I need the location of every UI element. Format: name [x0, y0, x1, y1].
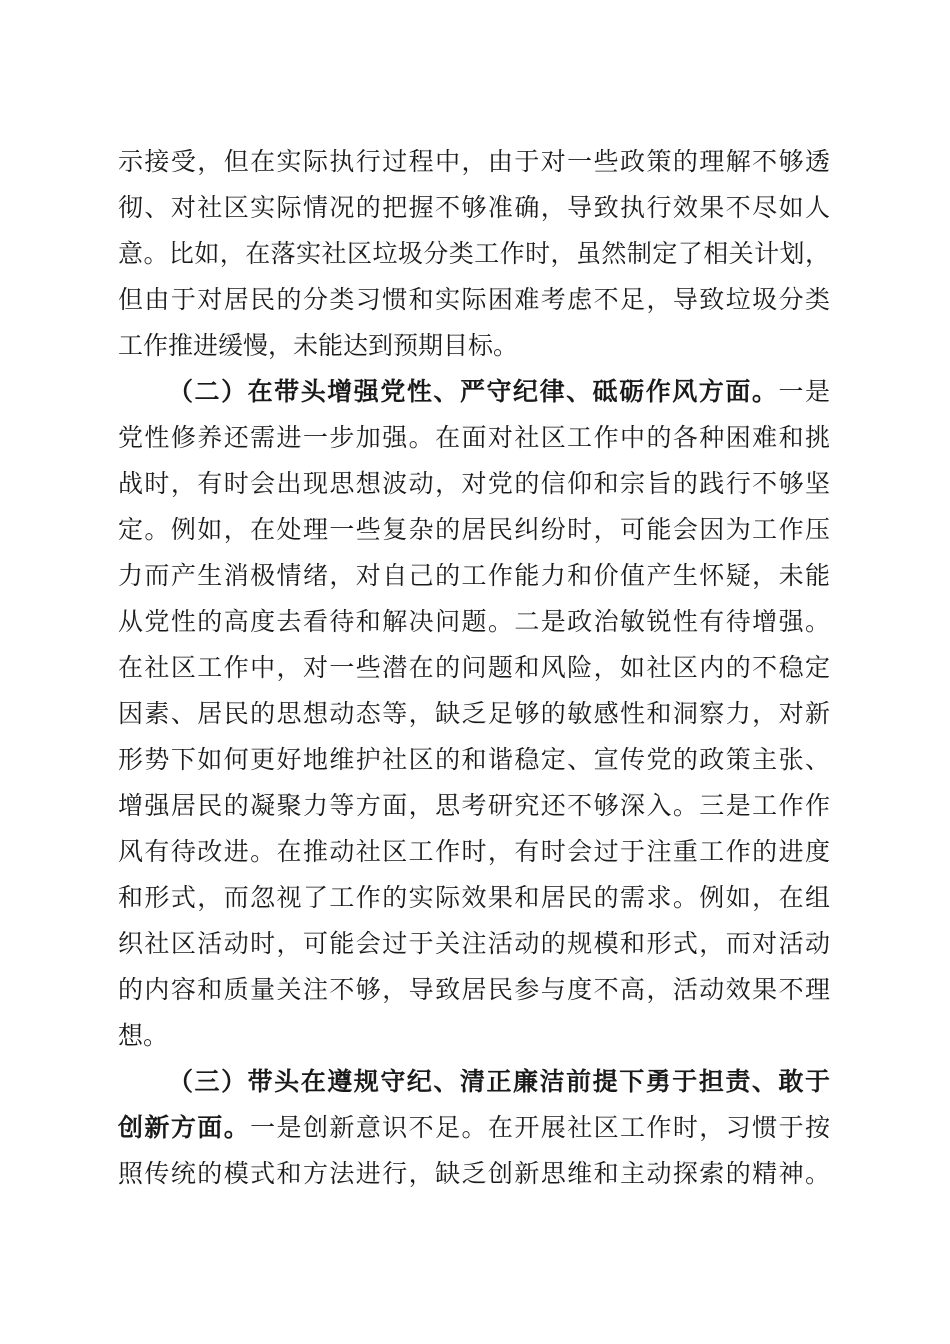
- text-line: 和形式，而忽视了工作的实际效果和居民的需求。例如，在组: [118, 883, 830, 912]
- section-heading: （二）在带头增强党性、严守纪律、砥砺作风方面。: [168, 377, 779, 406]
- text-line: 照传统的模式和方法进行，缺乏创新思维和主动探索的精神。: [118, 1159, 830, 1188]
- text-line: 的内容和质量关注不够，导致居民参与度不高，活动效果不理: [118, 975, 830, 1004]
- text-line: 意。比如，在落实社区垃圾分类工作时，虽然制定了相关计划，: [118, 239, 830, 268]
- text-line: 战时，有时会出现思想波动，对党的信仰和宗旨的践行不够坚: [118, 469, 830, 498]
- section-heading-line: [168, 372, 830, 412]
- text-span: 一是: [778, 377, 830, 406]
- text-line: 织社区活动时，可能会过于关注活动的规模和形式，而对活动: [118, 929, 830, 958]
- text-line: 形势下如何更好地维护社区的和谐稳定、宣传党的政策主张、: [118, 745, 830, 774]
- text-line: 定。例如，在处理一些复杂的居民纠纷时，可能会因为工作压: [118, 515, 830, 544]
- text-line: 示接受，但在实际执行过程中，由于对一些政策的理解不够透: [118, 147, 830, 176]
- text-line: 风有待改进。在推动社区工作时，有时会过于注重工作的进度: [118, 837, 830, 866]
- text-line: 增强居民的凝聚力等方面，思考研究还不够深入。三是工作作: [118, 791, 830, 820]
- text-line: 想。: [118, 1021, 169, 1050]
- section-heading: （三）带头在遵规守纪、清正廉洁前提下勇于担责、敢于: [168, 1067, 830, 1096]
- text-line: 因素、居民的思想动态等，缺乏足够的敏感性和洞察力，对新: [118, 699, 830, 728]
- text-line: 力而产生消极情绪，对自己的工作能力和价值产生怀疑，未能: [118, 561, 830, 590]
- text-line: 但由于对居民的分类习惯和实际困难考虑不足，导致垃圾分类: [118, 285, 830, 314]
- text-line: 在社区工作中，对一些潜在的问题和风险，如社区内的不稳定: [118, 653, 830, 682]
- text-line: 彻、对社区实际情况的把握不够准确，导致执行效果不尽如人: [118, 193, 830, 222]
- text-span: 一是创新意识不足。在开展社区工作时，习惯于按: [250, 1113, 830, 1142]
- section-heading: 创新方面。: [118, 1113, 251, 1142]
- text-line: 党性修养还需进一步加强。在面对社区工作中的各种困难和挑: [118, 423, 830, 452]
- section-heading-line: [118, 1108, 830, 1148]
- text-line: 从党性的高度去看待和解决问题。二是政治敏锐性有待增强。: [118, 607, 830, 636]
- text-line: 工作推进缓慢，未能达到预期目标。: [118, 331, 519, 360]
